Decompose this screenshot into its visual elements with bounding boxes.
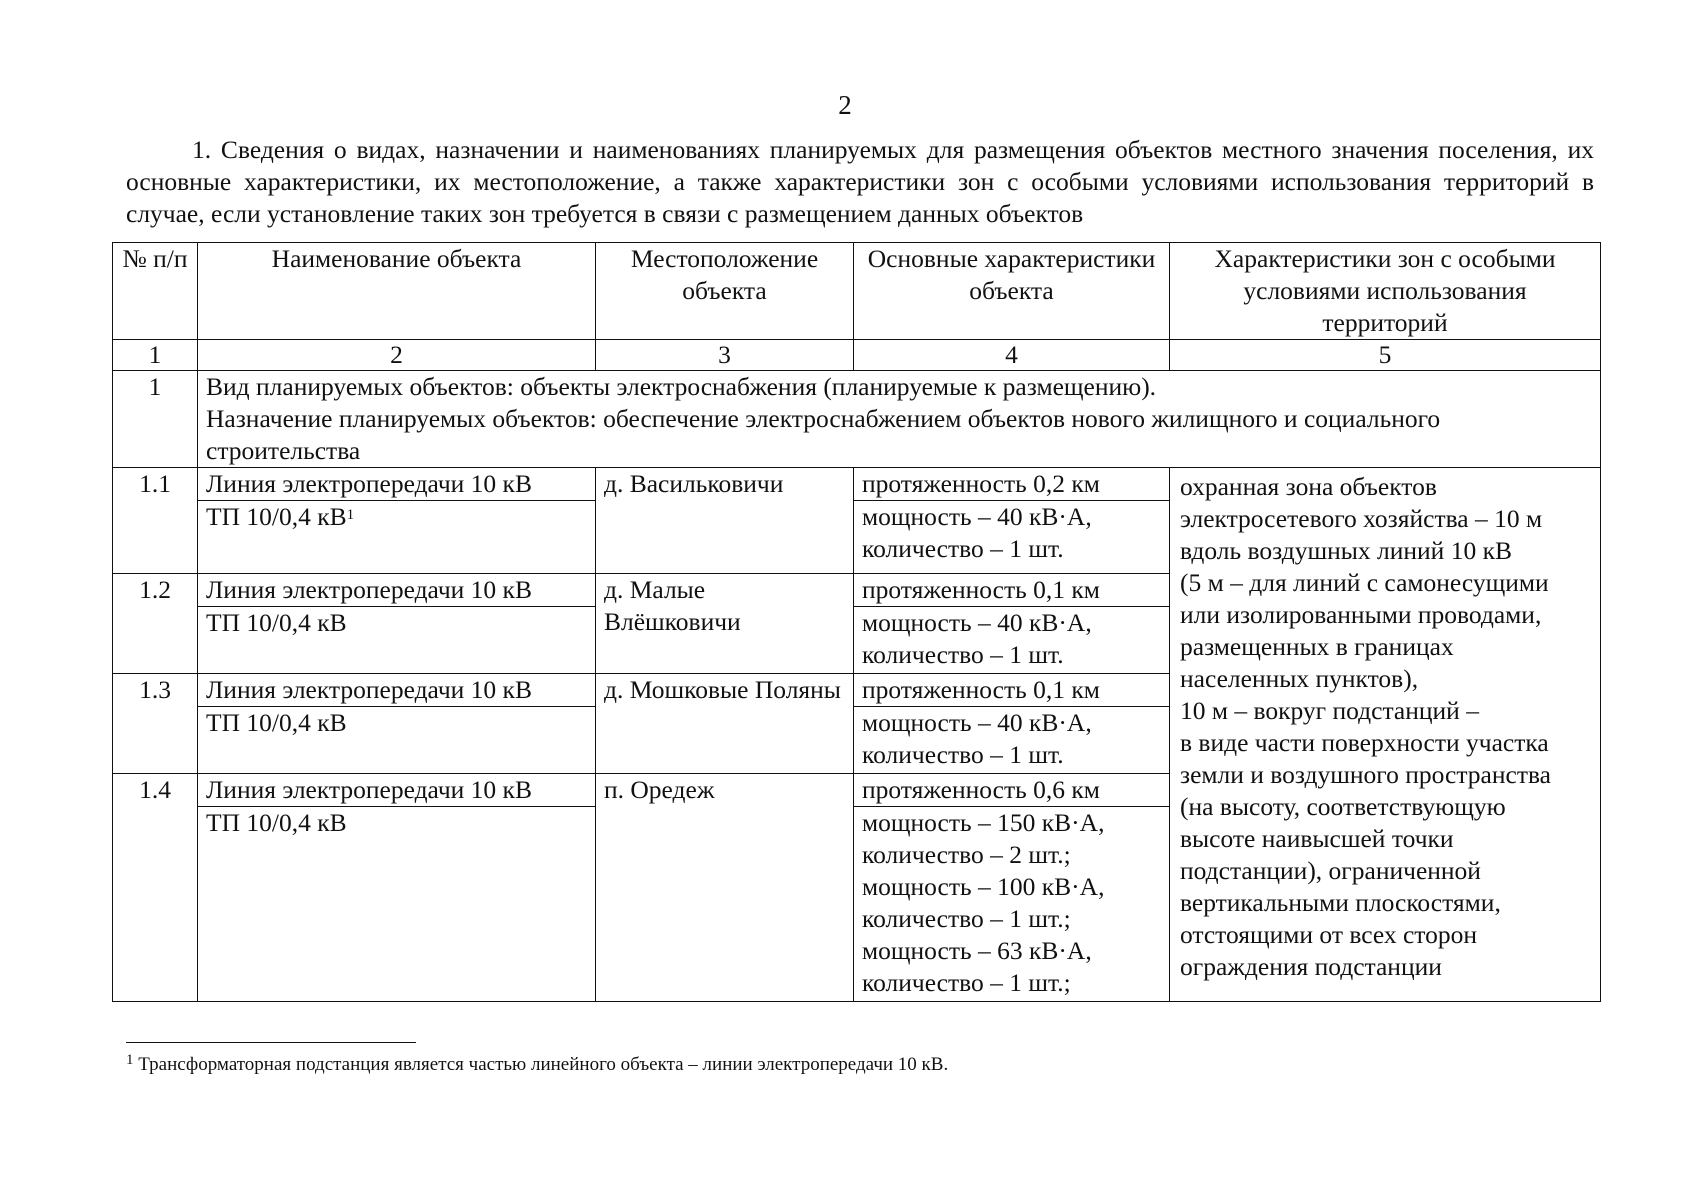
- zone-line: электросетевого хозяйства – 10 м: [1180, 504, 1543, 533]
- length-value: протяженность 0,2 км: [854, 468, 1169, 501]
- object-name-cell: [198, 774, 596, 1002]
- location-cell: д. Малые Влёшковичи: [596, 574, 854, 674]
- column-number: 3: [596, 340, 854, 371]
- row-number: 1.2: [113, 574, 198, 674]
- section-type-text: Вид планируемых объектов: объекты электроснабжения (планируемые к размещению).: [206, 372, 1157, 401]
- column-number: 1: [113, 340, 198, 371]
- characteristics-cell: [854, 574, 1170, 674]
- object-name-cell: [198, 574, 596, 674]
- zone-line: (5 м – для линий с самонесущими: [1180, 568, 1549, 597]
- power-value: мощность – 40 кВ·А, количество – 1 шт.: [862, 708, 1092, 769]
- object-tp-name: ТП 10/0,4 кВ: [206, 708, 347, 737]
- table-row: [113, 468, 1601, 574]
- zone-line: или изолированными проводами,: [1180, 600, 1542, 629]
- zone-line: вертикальными плоскостями,: [1180, 888, 1501, 917]
- objects-table: [112, 242, 1601, 1002]
- header-row: [113, 243, 1601, 340]
- object-line-name: Линия электропередачи 10 кВ: [198, 468, 595, 501]
- characteristics-cell: [854, 774, 1170, 1002]
- row-number: 1.1: [113, 468, 198, 574]
- length-value: протяженность 0,1 км: [854, 574, 1169, 607]
- section-purpose-text: Назначение планируемых объектов: обеспечение электроснабжением объектов нового жилищного и социального строительства: [206, 404, 1441, 465]
- object-tp-text: ТП 10/0,4 кВ: [206, 502, 347, 531]
- characteristics-cell: [854, 468, 1170, 574]
- zone-line: подстанции), ограниченной: [1180, 856, 1481, 885]
- location-cell: п. Оредеж: [596, 774, 854, 1002]
- intro-paragraph: 1. Сведения о видах, назначении и наименованиях планируемых для размещения объектов местного значения поселения, их основные характеристики, их местоположение, а также характеристики зон с особыми условиями использования территорий в случае, если установление таких зон требуется в связи с размещением данных объектов: [126, 135, 1594, 228]
- zone-line: размещенных в границах: [1180, 632, 1454, 661]
- footnote-ref: 1: [346, 507, 355, 523]
- column-number: 4: [854, 340, 1170, 371]
- power-value: мощность – 40 кВ·А, количество – 1 шт.: [862, 608, 1092, 669]
- length-value: протяженность 0,6 км: [854, 774, 1169, 807]
- object-tp-name: ТП 10/0,4 кВ: [206, 608, 347, 637]
- page-number: 2: [838, 90, 852, 120]
- object-tp-name: [198, 501, 595, 533]
- power-value: мощность – 150 кВ·А, количество – 2 шт.; мощность – 100 кВ·А, количество – 1 шт.; мощность – 63 кВ·А, количество – 1 шт.;: [862, 808, 1105, 997]
- column-number-row: [113, 340, 1601, 371]
- zone-line: ограждения подстанции: [1180, 952, 1442, 981]
- footnote-separator: [126, 1042, 416, 1043]
- length-value: протяженность 0,1 км: [854, 674, 1169, 707]
- location-cell: д. Мошковые Поляны: [596, 674, 854, 774]
- characteristics-cell: [854, 674, 1170, 774]
- section-description: [198, 371, 1601, 468]
- zone-line: земли и воздушного пространства: [1180, 760, 1551, 789]
- zone-characteristics-cell: [1170, 468, 1601, 1002]
- zone-line: высоте наивысшей точки: [1180, 824, 1454, 853]
- object-line-name: Линия электропередачи 10 кВ: [198, 774, 595, 807]
- header-cell: Характеристики зон с особыми условиями использования территорий: [1170, 243, 1601, 340]
- row-number: 1.4: [113, 774, 198, 1002]
- row-number: 1.3: [113, 674, 198, 774]
- section-row: [113, 371, 1601, 468]
- power-value: мощность – 40 кВ·А, количество – 1 шт.: [862, 502, 1092, 563]
- footnote-text: Трансформаторная подстанция является частью линейного объекта – линии электропередачи 10 кВ.: [133, 1054, 949, 1075]
- footnote-mark: 1: [126, 1052, 134, 1068]
- zone-line: 10 м – вокруг подстанций –: [1180, 696, 1479, 725]
- zone-line: (на высоту, соответствующую: [1180, 792, 1506, 821]
- header-cell: Наименование объекта: [198, 243, 596, 340]
- zone-line: в виде части поверхности участка: [1180, 728, 1549, 757]
- object-name-cell: [198, 468, 596, 574]
- footnote: [126, 1054, 948, 1076]
- header-cell: Основные характеристики объекта: [854, 243, 1170, 340]
- header-cell: № п/п: [113, 243, 198, 340]
- location-cell: д. Васильковичи: [596, 468, 854, 574]
- zone-line: отстоящими от всех сторон: [1180, 920, 1478, 949]
- object-line-name: Линия электропередачи 10 кВ: [198, 674, 595, 707]
- object-line-name: Линия электропередачи 10 кВ: [198, 574, 595, 607]
- section-number: 1: [113, 371, 198, 468]
- object-name-cell: [198, 674, 596, 774]
- zone-line: населенных пунктов),: [1180, 664, 1419, 693]
- zone-line: вдоль воздушных линий 10 кВ: [1180, 536, 1512, 565]
- zone-line: охранная зона объектов: [1180, 472, 1437, 501]
- column-number: 5: [1170, 340, 1601, 371]
- object-tp-name: ТП 10/0,4 кВ: [206, 808, 347, 837]
- column-number: 2: [198, 340, 596, 371]
- header-cell: Местоположение объекта: [596, 243, 854, 340]
